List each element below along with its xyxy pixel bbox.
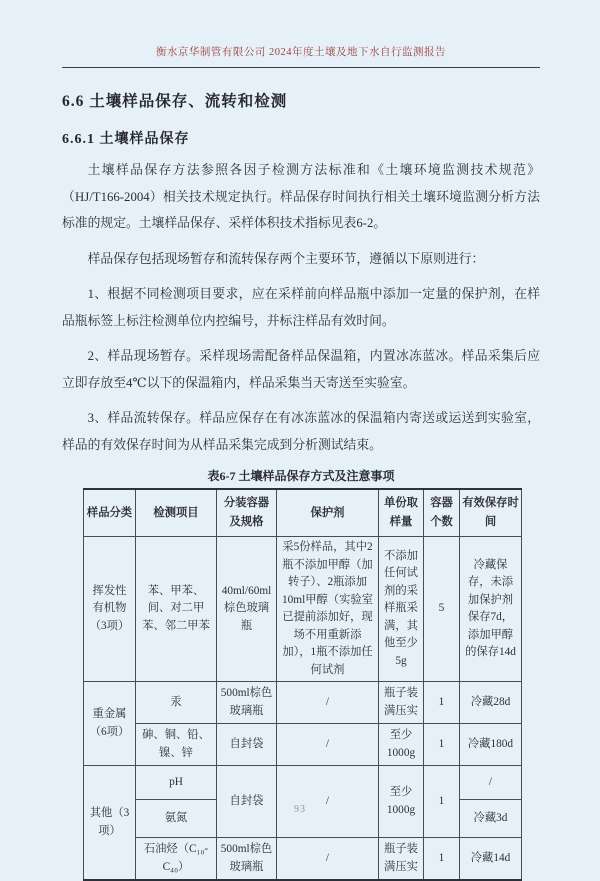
col-header-test-item: 检测项目 [136, 489, 217, 537]
cell-mercury-storage: 冷藏28d [460, 682, 522, 724]
cell-metals-amount: 至少1000g [379, 724, 424, 766]
cell-voc-protectant: 采5份样品，其中2瓶不添加甲醇（加转子）、2瓶添加10ml甲醇（实验室已提前添加好，现场不用重新添加），1瓶不添加任何试剂 [277, 537, 379, 682]
cell-voc-items: 苯、甲苯、间、对二甲苯、邻二甲苯 [136, 537, 217, 682]
paragraph-item-2: 2、样品现场暂存。采样现场需配备样品保温箱，内置冰冻蓝冰。样品采集后应立即存放至4℃以下的保温箱内，样品采集当天寄送至实验室。 [62, 349, 540, 390]
header-divider [62, 67, 540, 68]
page-number: 93 [294, 804, 306, 815]
cell-petroleum-count: 1 [424, 838, 460, 881]
cell-ph-item: pH [136, 766, 217, 800]
subsection-heading: 6.6.1 土壤样品保存 [62, 132, 190, 147]
table-row-petroleum [84, 838, 522, 881]
cell-petroleum-storage: 冷藏14d [460, 838, 522, 881]
cell-petroleum-protectant: / [277, 838, 379, 881]
cell-ph-ammonia-protectant: / [277, 766, 379, 838]
cell-mercury-count: 1 [424, 682, 460, 724]
col-header-count: 容器个数 [424, 489, 460, 537]
cell-voc-count: 5 [424, 537, 460, 682]
cell-metals-storage: 冷藏180d [460, 724, 522, 766]
cell-petroleum-amount: 瓶子装满压实 [379, 838, 424, 881]
table-row-metals [84, 724, 522, 766]
cell-voc-storage: 冷藏保存，未添加保护剂保存7d，添加甲醇的保存14d [460, 537, 522, 682]
cell-ammonia-item: 氨氮 [136, 800, 217, 838]
table-row-voc [84, 537, 522, 682]
sample-preservation-table [83, 488, 522, 881]
cell-voc-class: 挥发性有机物（3项） [84, 537, 136, 682]
cell-voc-container: 40ml/60ml棕色玻璃瓶 [217, 537, 277, 682]
paragraph-intro: 土壤样品保存方法参照各因子检测方法标准和《土壤环境监测技术规范》（HJ/T166-2004）相关技术规定执行。样品保存时间执行相关土壤环境监测分析方法标准的规定。土壤样品保存、采样体积技术指标见表6-2。 [62, 163, 540, 230]
report-header-title: 衡水京华制管有限公司 2024年度土壤及地下水自行监测报告 [155, 47, 447, 58]
cell-metals-container: 自封袋 [217, 724, 277, 766]
cell-ph-ammonia-container: 自封袋 [217, 766, 277, 838]
cell-mercury-item: 汞 [136, 682, 217, 724]
cell-ph-ammonia-amount: 至少1000g [379, 766, 424, 838]
cell-other-class: 其他（3项） [84, 766, 136, 881]
paragraph-principles: 样品保存包括现场暂存和流转保存两个主要环节，遵循以下原则进行： [87, 251, 485, 266]
table-header-row [84, 489, 522, 537]
paragraph-item-1: 1、根据不同检测项目要求，应在采样前向样品瓶中添加一定量的保护剂，在样品瓶标签上标注检测单位内控编号，并标注样品有效时间。 [62, 287, 540, 328]
cell-mercury-protectant: / [277, 682, 379, 724]
table-title: 表6-7 土壤样品保存方式及注意事项 [207, 469, 395, 483]
cell-metals-protectant: / [277, 724, 379, 766]
paragraph-item-3: 3、样品流转保存。样品应保存在有冰冻蓝冰的保温箱内寄送或运送到实验室，样品的有效保存时间为从样品采集完成到分析测试结束。 [62, 411, 540, 452]
col-header-amount: 单份取样量 [379, 489, 424, 537]
table-row-ph [84, 766, 522, 800]
col-header-protectant: 保护剂 [277, 489, 379, 537]
table-row-mercury [84, 682, 522, 724]
cell-petroleum-item: 石油烃（C₁₀-C₄₀） [136, 838, 217, 881]
cell-mercury-container: 500ml棕色玻璃瓶 [217, 682, 277, 724]
cell-mercury-amount: 瓶子装满压实 [379, 682, 424, 724]
col-header-container: 分装容器及规格 [217, 489, 277, 537]
col-header-storage-time: 有效保存时间 [460, 489, 522, 537]
cell-ammonia-storage: 冷藏3d [460, 800, 522, 838]
cell-voc-amount: 不添加任何试剂的采样瓶采满，其他至少5g [379, 537, 424, 682]
cell-metals-item: 砷、铜、铅、镍、锌 [136, 724, 217, 766]
cell-ph-storage: / [460, 766, 522, 800]
cell-ph-ammonia-count: 1 [424, 766, 460, 838]
section-heading: 6.6 土壤样品保存、流转和检测 [62, 93, 288, 110]
cell-metals-count: 1 [424, 724, 460, 766]
cell-heavy-metal-class: 重金属（6项） [84, 682, 136, 766]
cell-petroleum-container: 500ml棕色玻璃瓶 [217, 838, 277, 881]
col-header-sample-class: 样品分类 [84, 489, 136, 537]
page-header [62, 46, 540, 60]
